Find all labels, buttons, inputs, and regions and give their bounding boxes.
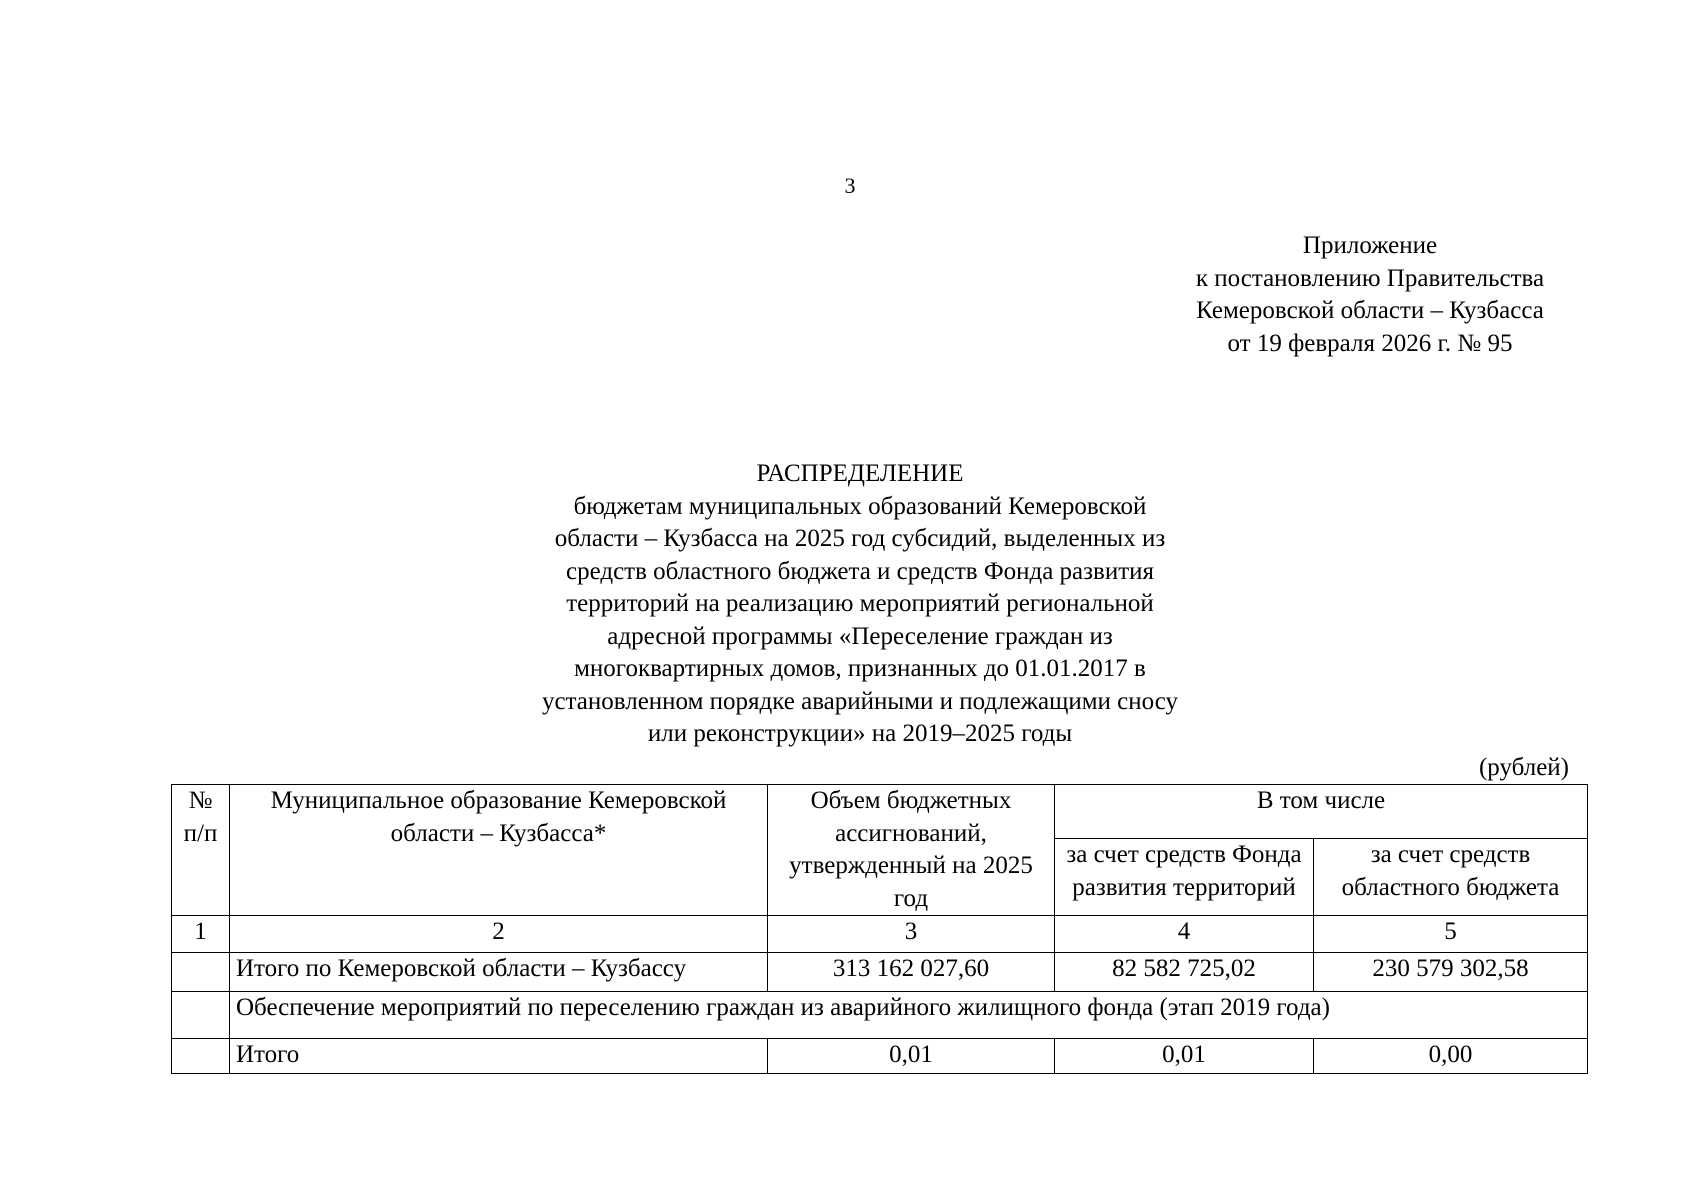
appendix-line: Кемеровской области – Кузбасса bbox=[1196, 297, 1544, 324]
table-header-row bbox=[172, 785, 1588, 839]
appendix-line: к постановлению Правительства bbox=[1195, 264, 1545, 292]
title-line: многоквартирных домов, признанных до 01.01.2017 в bbox=[574, 655, 1146, 682]
subtotal-fund: 0,01 bbox=[1055, 1039, 1314, 1074]
subtotal-volume: 0,01 bbox=[768, 1039, 1055, 1074]
header-num: № п/п bbox=[172, 785, 230, 916]
column-number: 2 bbox=[230, 916, 768, 953]
table-row bbox=[172, 992, 1588, 1039]
page-number: 3 bbox=[844, 173, 856, 198]
header-including: В том числе bbox=[1055, 785, 1588, 839]
title-line: области – Кузбасса на 2025 год субсидий, выделенных из bbox=[554, 525, 1166, 552]
title-line: установленном порядке аварийными и подлежащими сносу bbox=[541, 687, 1179, 715]
table-row bbox=[172, 953, 1588, 992]
subtotal-label: Итого bbox=[230, 1039, 768, 1074]
column-number: 3 bbox=[768, 916, 1055, 953]
subtotal-regional: 0,00 bbox=[1314, 1039, 1588, 1074]
column-number: 1 bbox=[172, 916, 230, 953]
units-label: (рублей) bbox=[1478, 754, 1569, 781]
title-line: или реконструкции» на 2019–2025 годы bbox=[647, 720, 1073, 747]
table-row bbox=[172, 1039, 1588, 1074]
title-line: территорий на реализацию мероприятий региональной bbox=[566, 590, 1154, 617]
appendix-line: Приложение bbox=[1302, 232, 1438, 259]
appendix-block bbox=[1150, 230, 1590, 360]
empty-cell bbox=[172, 992, 230, 1039]
title-line: адресной программы «Переселение граждан из bbox=[607, 622, 1113, 650]
header-fund: за счет средств Фонда развития территорий bbox=[1055, 839, 1314, 916]
header-volume: Объем бюджетных ассигнований, утвержденный на 2025 год bbox=[768, 785, 1055, 916]
header-municipality: Муниципальное образование Кемеровской области – Кузбасса* bbox=[230, 785, 768, 916]
column-number: 5 bbox=[1314, 916, 1588, 953]
appendix-line: от 19 февраля 2026 г. № 95 bbox=[1227, 329, 1513, 357]
document-title bbox=[480, 458, 1240, 751]
distribution-table bbox=[171, 784, 1588, 1074]
column-number-row bbox=[172, 916, 1588, 953]
column-number: 4 bbox=[1055, 916, 1314, 953]
title-line: средств областного бюджета и средств Фонда развития bbox=[565, 557, 1154, 585]
total-label: Итого по Кемеровской области – Кузбассу bbox=[230, 953, 768, 992]
total-regional: 230 579 302,58 bbox=[1314, 953, 1588, 992]
title-heading: РАСПРЕДЕЛЕНИЕ bbox=[756, 460, 964, 487]
header-regional: за счет средств областного бюджета bbox=[1314, 839, 1588, 916]
section-label: Обеспечение мероприятий по переселению граждан из аварийного жилищного фонда (этап 2019 года) bbox=[230, 992, 1588, 1039]
total-volume: 313 162 027,60 bbox=[768, 953, 1055, 992]
empty-cell bbox=[172, 1039, 230, 1074]
empty-cell bbox=[172, 953, 230, 992]
total-fund: 82 582 725,02 bbox=[1055, 953, 1314, 992]
title-line: бюджетам муниципальных образований Кемеровской bbox=[573, 492, 1147, 520]
